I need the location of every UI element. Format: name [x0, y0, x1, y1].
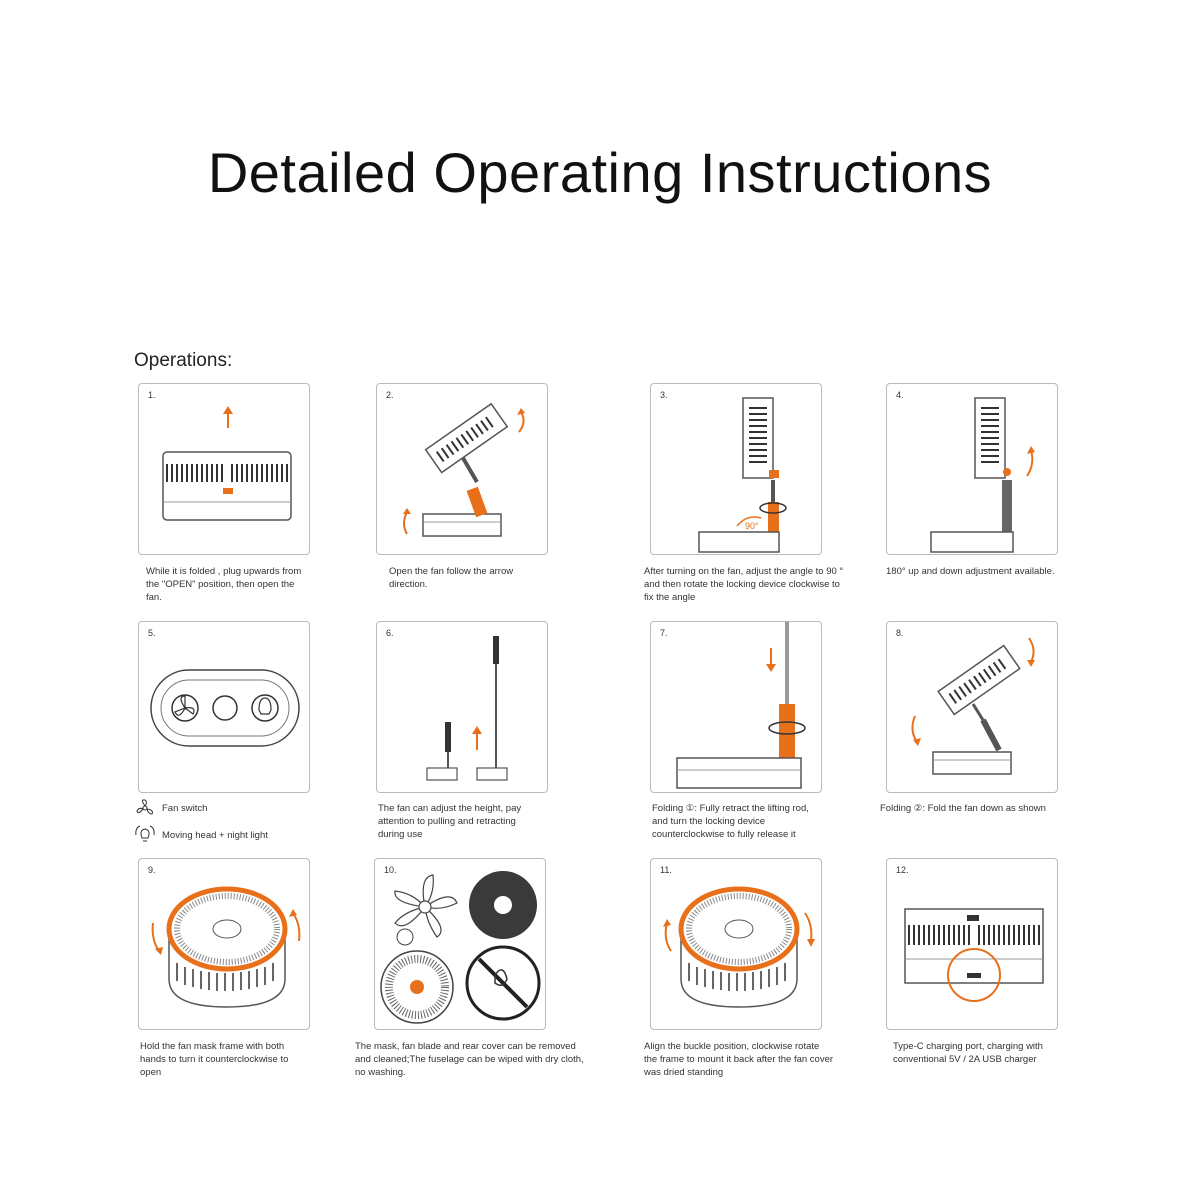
step-number: 6. — [386, 628, 394, 638]
step-card-8 — [886, 621, 1058, 793]
charging-port-illustration — [887, 859, 1059, 1031]
page-title: Detailed Operating Instructions — [207, 141, 993, 204]
step-card-1 — [138, 383, 310, 555]
step-number: 10. — [384, 865, 397, 875]
step-card-7 — [650, 621, 822, 793]
step-card-5 — [138, 621, 310, 793]
step-number: 12. — [896, 865, 909, 875]
height-adjust-illustration — [377, 622, 549, 794]
tilt-adjust-illustration — [887, 384, 1059, 556]
legend-label: Moving head + night light — [162, 829, 268, 841]
fold-down-illustration — [887, 622, 1059, 794]
step-card-4 — [886, 383, 1058, 555]
step-card-10 — [374, 858, 546, 1030]
step-card-6 — [376, 621, 548, 793]
section-label: Operations: — [134, 350, 233, 371]
step-number: 9. — [148, 865, 156, 875]
step-number: 4. — [896, 390, 904, 400]
retract-rod-illustration — [651, 622, 823, 794]
legend-moving-head — [134, 824, 268, 846]
step-caption-10: The mask, fan blade and rear cover can be removed and cleaned;The fuselage can be wiped with dry cloth, no washing. — [355, 1041, 584, 1078]
step-caption-6: The fan can adjust the height, pay attention to pulling and retracting during use — [378, 803, 522, 840]
fan-icon — [134, 797, 156, 819]
folded-fan-illustration — [139, 384, 311, 556]
step-card-9 — [138, 858, 310, 1030]
mount-mask-illustration — [651, 859, 823, 1031]
legend-fan-switch — [134, 797, 207, 819]
step-card-3 — [650, 383, 822, 555]
step-number: 5. — [148, 628, 156, 638]
light-bulb-icon — [134, 824, 156, 846]
step-caption-8: Folding ②: Fold the fan down as shown — [880, 803, 1046, 814]
angle-adjust-illustration — [651, 384, 823, 556]
open-mask-illustration — [139, 859, 311, 1031]
step-number: 11. — [660, 865, 672, 875]
step-card-12 — [886, 858, 1058, 1030]
opening-fan-illustration — [377, 384, 549, 556]
step-card-2 — [376, 383, 548, 555]
legend-label: Fan switch — [162, 802, 208, 814]
step-card-11 — [650, 858, 822, 1030]
step-number: 8. — [896, 628, 904, 638]
control-panel-illustration — [139, 622, 311, 794]
step-caption-7: Folding ①: Fully retract the lifting rod, and turn the locking device counterclockwise to fully release it — [652, 803, 809, 840]
step-caption-11: Align the buckle position, clockwise rotate the frame to mount it back after the fan cover was dried standing — [644, 1041, 834, 1078]
step-caption-4: 180° up and down adjustment available. — [886, 566, 1055, 577]
angle-label: 90° — [745, 521, 759, 531]
step-number: 1. — [148, 390, 156, 400]
step-number: 2. — [386, 390, 394, 400]
step-caption-2: Open the fan follow the arrow direction. — [389, 566, 514, 590]
step-caption-9: Hold the fan mask frame with both hands to turn it counterclockwise to open — [140, 1041, 289, 1078]
step-number: 7. — [660, 628, 668, 638]
step-number: 3. — [660, 390, 668, 400]
step-caption-1: While it is folded , plug upwards from the "OPEN" position, then open the fan. — [146, 566, 302, 603]
step-caption-3: After turning on the fan, adjust the angle to 90 ° and then rotate the locking device clockwise to fix the angle — [644, 566, 844, 603]
step-caption-12: Type-C charging port, charging with conventional 5V / 2A USB charger — [893, 1041, 1043, 1065]
cleaning-parts-illustration — [375, 859, 547, 1031]
